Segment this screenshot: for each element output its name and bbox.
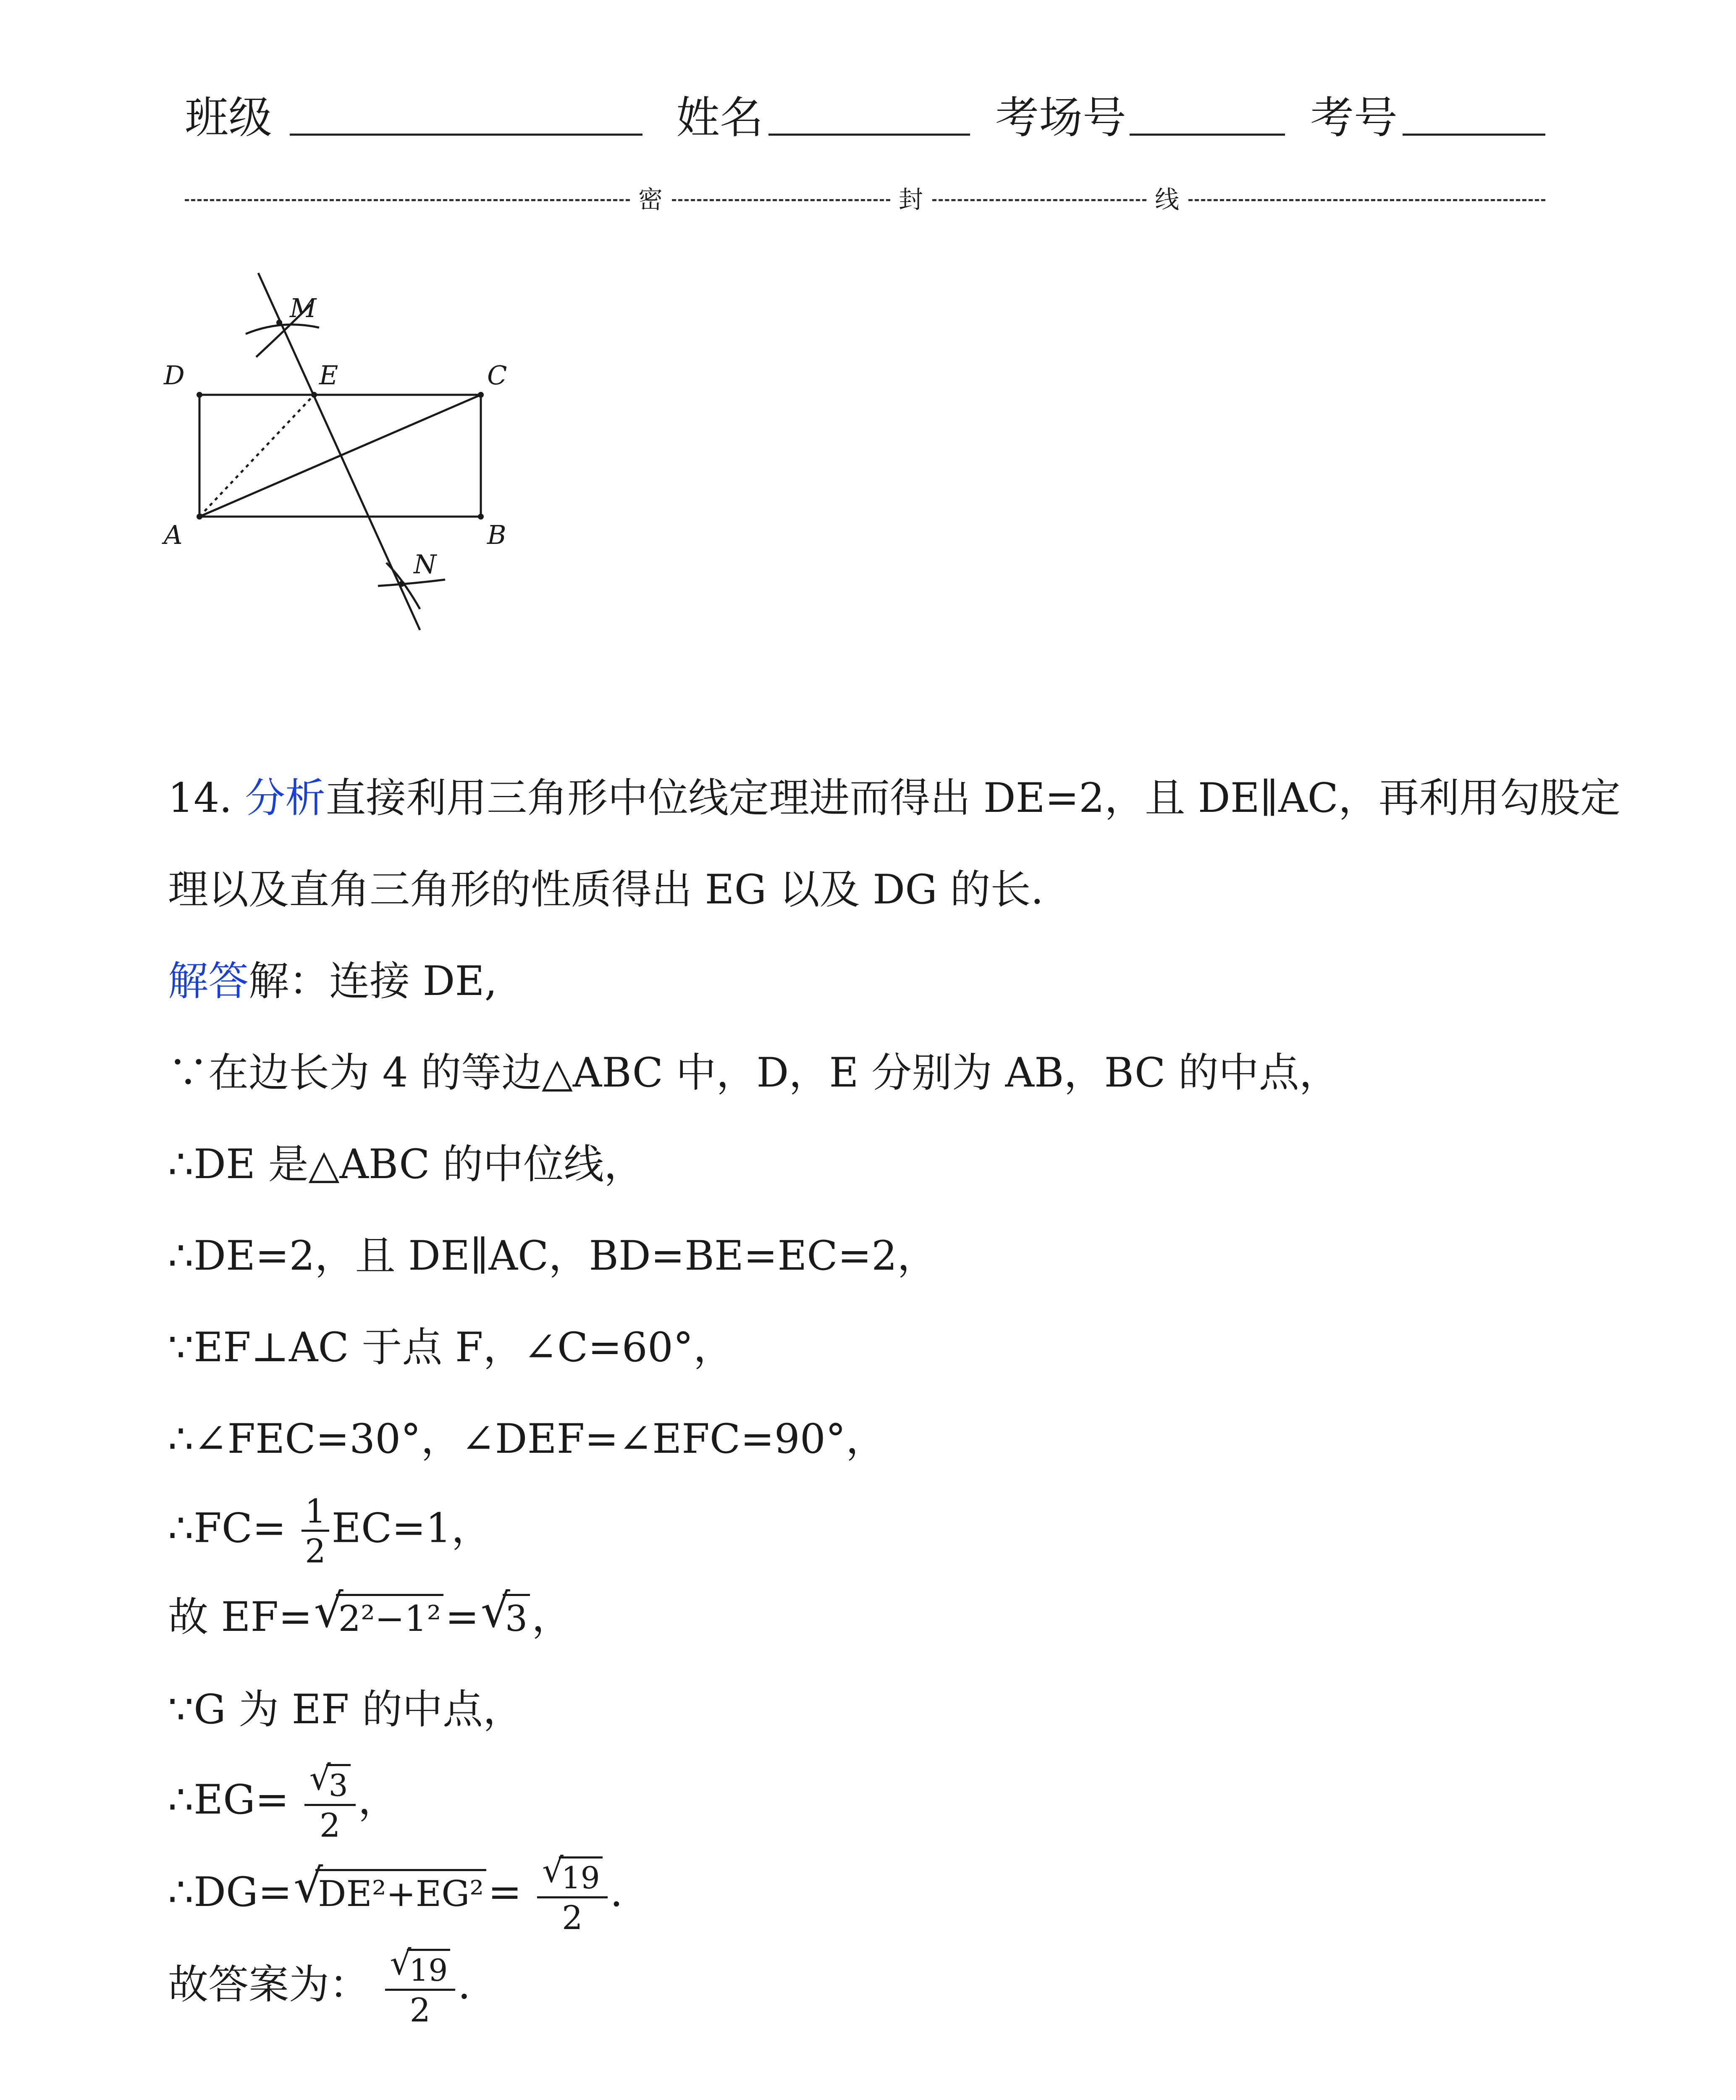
name-label: 姓名 [676,92,764,143]
bisector-line [258,273,420,630]
sqrt-expression: √ 2²−1² [314,1592,444,1642]
number-label: 考号 [1310,92,1398,143]
arc-n1 [378,580,445,586]
seal-line [185,185,1545,214]
fraction-sqrt3-over-2: √ 3 2 [304,1764,356,1842]
fraction-one-half: $\frac{1}{2}$ [302,1495,329,1568]
analysis-line-1 [168,773,1621,823]
seal-dash [672,199,890,201]
step-4: ∵EF⊥AC 于点 F，∠C=60°， [168,1324,734,1371]
room-label: 考场号 [995,92,1127,143]
seal-char-feng: 封 [899,185,923,214]
step-8: ∵G 为 EF 的中点， [168,1686,523,1733]
label-c: C [487,360,507,391]
room-blank [1130,134,1285,136]
seal-dash [932,199,1146,201]
label-m: M [290,293,317,323]
step-10: ∴DG= √ DE²+EG² = √ 19 2 . [168,1851,623,1937]
step-7: 故 EF= √ 2²−1² = √ 3 ， [168,1592,572,1642]
seal-dash [1188,199,1545,201]
number-blank [1403,134,1545,136]
label-e: E [319,360,338,391]
label-d: D [164,360,185,391]
analysis-label: 分析 [245,774,326,822]
analysis-text-2: 理以及直角三角形的性质得出 EG 以及 DG 的长. [168,866,1044,913]
step-2: ∴DE 是△ABC 的中位线， [168,1141,645,1188]
step-3: ∴DE=2，且 DE∥AC，BD=BE=EC=2， [168,1232,938,1279]
label-n: N [414,549,437,580]
segment-ae [199,395,314,517]
fraction-sqrt19-over-2-final: √ 19 2 [385,1949,456,2027]
final-answer: 故答案为： √ 19 2 . [168,1943,471,2029]
label-b: B [487,520,506,550]
class-label: 班级 [185,92,273,143]
name-blank [768,134,970,136]
seal-dash [185,199,630,201]
exam-header [185,84,1545,151]
step-1: ∵在边长为 4 的等边△ABC 中，D，E 分别为 AB，BC 的中点， [168,1049,1340,1096]
step-6: ∴FC= $\frac{1}{2}$ EC=1， [168,1493,492,1570]
question-number: 14. [168,774,232,822]
fraction-sqrt19-over-2: √ 19 2 [537,1856,608,1935]
step-5: ∴∠FEC=30°，∠DEF=∠EFC=90°， [168,1415,886,1462]
sqrt-expression: √ DE²+EG² [294,1867,486,1917]
analysis-text-1: 直接利用三角形中位线定理进而得出 DE=2，且 DE∥AC，再利用勾股定 [325,774,1621,822]
answer-label: 解答 [168,958,249,1005]
rectangle-construction-figure [151,260,571,638]
analysis-line-2 [168,864,1044,915]
seal-char-xian: 线 [1155,185,1180,214]
answer-line [168,956,497,1006]
sqrt-three: √ 3 [481,1592,530,1642]
step-9: ∴EG= √ 3 2 ， [168,1759,399,1845]
seal-char-mi: 密 [638,185,663,214]
class-blank [290,134,642,136]
answer-intro: 解：连接 DE, [249,958,498,1005]
label-a: A [164,520,183,550]
